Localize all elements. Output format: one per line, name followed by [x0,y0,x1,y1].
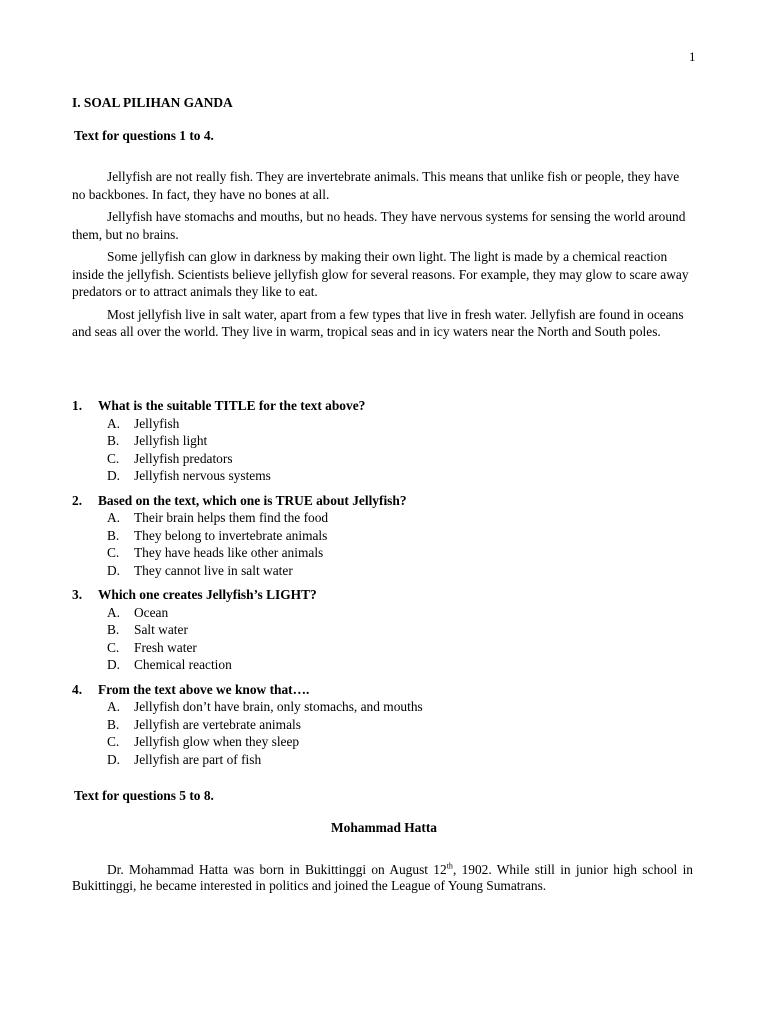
option-letter: C. [107,639,120,655]
question-text: From the text above we know that…. [98,681,310,697]
option-letter: D. [107,468,121,483]
passage-1-paragraph: Jellyfish have stomachs and mouths, but no heads. They have nervous systems for sensing the world around them, but no brains. [72,209,686,242]
question-list [72,397,702,775]
option-letter: A. [107,699,121,714]
option-c [72,639,702,657]
option-letter: A. [107,604,121,620]
page-number: 1 [689,49,696,64]
passage-2-text-start: Dr. Mohammad Hatta was born in Bukittinggi on August 12 [107,862,447,877]
option-c [72,544,702,562]
option-text: Their brain helps them find the food [134,510,329,525]
option-letter: C. [107,734,120,749]
question-text: Based on the text, which one is TRUE about Jellyfish? [98,492,407,508]
passage-1 [72,168,693,346]
question-number: 2. [72,492,83,508]
option-a [72,509,702,527]
question-4 [72,681,702,769]
option-letter: B. [107,716,120,732]
option-text: Chemical reaction [134,657,232,672]
passage-1-paragraph: Jellyfish are not really fish. They are invertebrate animals. This means that unlike fish or people, they have no backbones. In fact, they have no bones at all. [72,169,680,202]
question-stem [72,586,702,604]
option-list [72,604,702,674]
option-letter: B. [107,622,120,637]
option-letter: D. [107,657,121,672]
option-text: Jellyfish are vertebrate animals [134,716,301,732]
option-text: They cannot live in salt water [134,562,293,578]
question-1 [72,397,702,485]
question-stem [72,681,702,699]
option-letter: D. [107,751,121,767]
question-number: 4. [72,681,83,697]
option-a [72,604,702,622]
option-b [72,621,702,639]
option-letter: D. [107,562,121,578]
option-letter: A. [107,510,121,525]
option-text: Fresh water [134,639,197,655]
question-text: Which one creates Jellyfish’s LIGHT? [98,587,317,602]
option-text: Ocean [134,604,169,620]
option-text: They belong to invertebrate animals [134,527,328,543]
option-text: Salt water [134,622,188,637]
section-title: I. SOAL PILIHAN GANDA [72,95,233,110]
text1-heading: Text for questions 1 to 4. [74,128,214,143]
text2-title: Mohammad Hatta [330,820,437,835]
option-c [72,450,702,468]
option-text: Jellyfish don’t have brain, only stomachs, and mouths [134,699,423,714]
option-text: They have heads like other animals [134,545,324,560]
question-number: 1. [72,398,83,413]
ordinal-suffix: th [446,861,453,871]
option-text: Jellyfish light [134,433,208,448]
option-b [72,716,702,734]
text2-heading: Text for questions 5 to 8. [74,788,214,803]
option-list [72,509,702,579]
passage-1-paragraph: Most jellyfish live in salt water, apart from a few types that live in fresh water. Jellyfish are found in oceans and seas all over the world. They live in warm, tropical seas and in icy waters near the North and South poles. [72,306,684,339]
option-text: Jellyfish nervous systems [134,468,271,483]
option-letter: B. [107,433,120,448]
question-stem [72,492,702,510]
option-letter: C. [107,450,120,466]
option-list [72,415,702,485]
option-b [72,432,702,450]
option-text: Jellyfish glow when they sleep [134,734,300,749]
passage-2-text-end: , 1902. While still in junior high school in Bukittinggi, he became interested in politics and joined the League of Young Sumatrans. [72,862,693,893]
question-text: What is the suitable TITLE for the text above? [98,398,366,413]
question-2 [72,492,702,580]
option-c [72,733,702,751]
passage-1-paragraph: Some jellyfish can glow in darkness by making their own light. The light is made by a chemical reaction inside the jellyfish. Scientists believe jellyfish glow for several reasons. For example, they may glow to scare away predators or to attract animals they like to eat. [72,249,689,299]
option-text: Jellyfish predators [134,450,233,466]
question-stem [72,397,702,415]
option-d [72,656,702,674]
question-3 [72,586,702,674]
option-a [72,415,702,433]
option-letter: B. [107,527,120,543]
option-d [72,562,702,580]
option-letter: A. [107,415,121,431]
question-number: 3. [72,587,83,602]
option-d [72,751,702,769]
passage-2 [72,862,693,899]
option-letter: C. [107,545,120,560]
option-list [72,698,702,768]
option-text: Jellyfish [134,415,180,431]
option-a [72,698,702,716]
option-text: Jellyfish are part of fish [134,751,262,767]
passage-2-paragraph [72,862,693,894]
option-b [72,527,702,545]
option-d [72,467,702,485]
